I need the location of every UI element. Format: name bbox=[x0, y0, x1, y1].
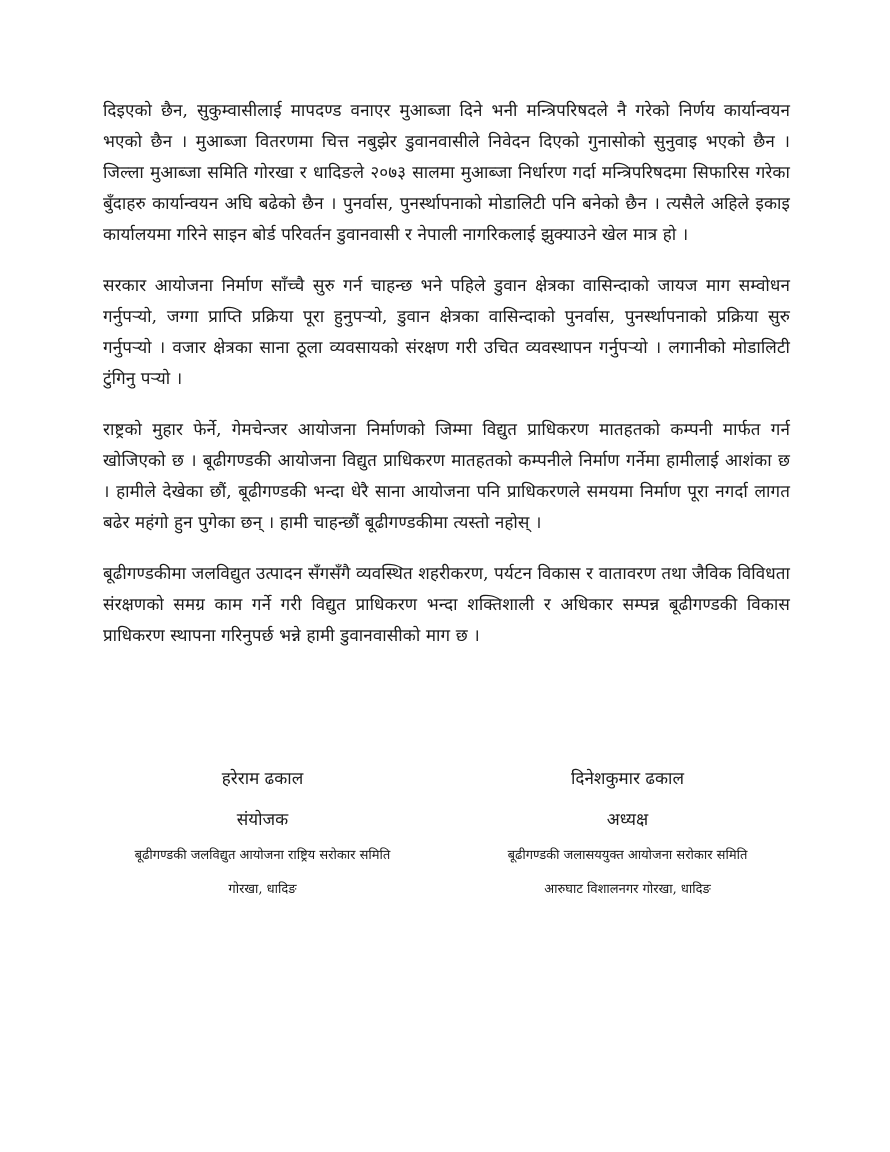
signatory-organization: बूढीगण्डकी जलासययुक्त आयोजना सरोकार समिति bbox=[507, 848, 748, 863]
signatory-role: संयोजक bbox=[236, 810, 289, 830]
signature-block bbox=[80, 768, 810, 899]
signatory-right bbox=[445, 768, 810, 899]
paragraph-4: बूढीगण्डकीमा जलविद्युत उत्पादन सँगसँगै व्यवस्थित शहरीकरण, पर्यटन विकास र वातावरण तथा जैविक विविधता संरक्षणको समग्र काम गर्ने गरी विद्युत प्राधिकरण भन्दा शक्तिशाली र अधिकार सम्पन्न बूढीगण्डकी विकास प्राधिकरण स्थापना गरिनुपर्छ भन्ने हामी डुवानवासीको माग छ । bbox=[103, 564, 790, 646]
paragraph-3: राष्ट्रको मुहार फेर्ने, गेमचेन्जर आयोजना निर्माणको जिम्मा विद्युत प्राधिकरण मातहतको कम्पनी मार्फत गर्न खोजिएको छ । बूढीगण्डकी आयोजना विद्युत प्राधिकरण मातहतको कम्पनीले निर्माण गर्नेमा हामीलाई आशंका छ । हामीले देखेका छौं, बूढीगण्डकी भन्दा धेरै साना आयोजना पनि प्राधिकरणले समयमा निर्माण पूरा नगर्दा लागत बढेर महंगो हुन पुगेका छन् । हामी चाहन्छौं बूढीगण्डकीमा त्यस्तो नहोस् । bbox=[103, 420, 790, 533]
signatory-place: आरुघाट विशालनगर गोरखा, धादिङ bbox=[544, 882, 711, 897]
signatory-role: अध्यक्ष bbox=[606, 810, 649, 830]
signatory-left bbox=[80, 768, 445, 899]
signatory-organization: बूढीगण्डकी जलविद्युत आयोजना राष्ट्रिय सरोकार समिति bbox=[134, 848, 391, 863]
signatory-name: दिनेशकुमार ढकाल bbox=[571, 769, 684, 789]
signatory-name: हरेराम ढकाल bbox=[221, 769, 304, 789]
paragraph-2: सरकार आयोजना निर्माण साँच्चै सुरु गर्न चाहन्छ भने पहिले डुवान क्षेत्रका वासिन्दाको जायज माग सम्वोधन गर्नुपर्‍यो, जग्गा प्राप्ति प्रक्रिया पूरा हुनुपर्‍यो, डुवान क्षेत्रका वासिन्दाको पुनर्वास, पुनर्स्थापनाको प्रक्रिया सुरु गर्नुपर्‍यो । वजार क्षेत्रका साना ठूला व्यवसायको संरक्षण गरी उचित व्यवस्थापन गर्नुपर्‍यो । लगानीको मोडालिटी टुंगिनु पर्‍यो । bbox=[103, 276, 790, 389]
signatory-place: गोरखा, धादिङ bbox=[228, 882, 297, 897]
paragraph-1: दिइएको छैन, सुकुम्वासीलाई मापदण्ड वनाएर मुआब्जा दिने भनी मन्त्रिपरिषदले नै गरेको निर्णय कार्यान्वयन भएको छैन । मुआब्जा वितरणमा चित्त नबुझेर डुवानवासीले निवेदन दिएको गुनासोको सुनुवाइ भएको छैन । जिल्ला मुआब्जा समिति गोरखा र धादिङले २०७३ सालमा मुआब्जा निर्धारण गर्दा मन्त्रिपरिषदमा सिफारिस गरेका बुँदाहरु कार्यान्वयन अघि बढेको छैन । पुनर्वास, पुनर्स्थापनाको मोडालिटी पनि बनेको छैन । त्यसैले अहिले इकाइ कार्यालयमा गरिने साइन बोर्ड परिवर्तन डुवानवासी र नेपाली नागरिकलाई झुक्याउने खेल मात्र हो । bbox=[103, 101, 790, 245]
